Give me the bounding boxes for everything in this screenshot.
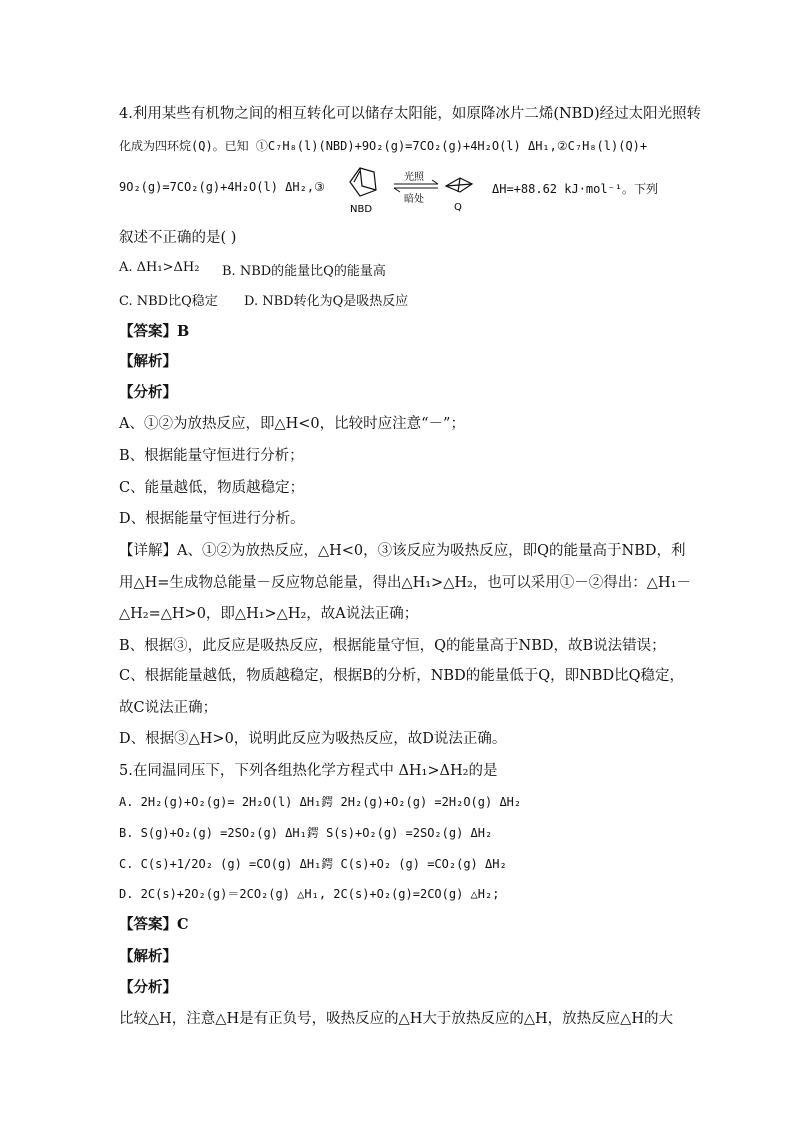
q4-answer: 【答案】B [119,323,190,340]
reverse-arrowhead [394,188,400,192]
q-structure-icon [446,178,472,192]
q5-option-d: D. 2C(s)+2O₂(g)＝2CO₂(g) △H₁, 2C(s)+O₂(g)=2CO(g) △H₂; [119,887,500,901]
q5-option-a: A. 2H₂(g)+O₂(g)= 2H₂O(l) ΔH₁鍔 2H₂(g)+O₂(g) =2H₂O(g) ΔH₂ [119,795,522,809]
arrow-top-label: 光照 [404,172,424,183]
q4-detail-line5: C、根据能量越低，物质越稳定，根据B的分析，NBD的能量低于Q，即NBD比Q稳定， [119,668,684,684]
arrow-bottom-label: 暗处 [404,194,424,205]
q4-detail-line7: D、根据③△H>0，说明此反应为吸热反应，故D说法正确。 [119,731,507,747]
forward-arrowhead [432,180,438,184]
q-label: Q [454,202,462,213]
q4-option-c: C. NBD比Q稳定 [119,294,218,309]
q4-detail-line6: 故C说法正确； [119,700,218,716]
q5-analysis-line: 比较△H，注意△H是有正负号，吸热反应的△H大于放热反应的△H，放热反应△H的大 [119,1011,673,1027]
q4-option-a: A. ΔH₁>ΔH₂ [119,260,200,275]
q4-analysis-a: A、①②为放热反应，即△H<0，比较时应注意“－”； [119,416,465,432]
nbd-label: NBD [350,204,373,215]
nbd-to-q-reaction-diagram [342,160,492,216]
q4-stem-line4: 叙述不正确的是( ) [119,230,237,246]
q4-detail-line1: 【详解】A、①②为放热反应，△H<0，③该反应为吸热反应，即Q的能量高于NBD，利 [119,543,686,559]
q4-option-d: D. NBD转化为Q是吸热反应 [244,294,409,309]
q4-stem-line1: 4.利用某些有机物之间的相互转化可以储存太阳能，如原降冰片二烯(NBD)经过太阳光照转 [119,106,702,122]
q5-stem: 5.在同温同压下，下列各组热化学方程式中 ΔH₁>ΔH₂的是 [119,763,498,779]
q5-answer: 【答案】C [119,916,189,933]
q4-stem-line3-dh: ΔH=+88.62 kJ·mol⁻¹。下列 [492,182,659,196]
q4-analysis-d: D、根据能量守恒进行分析。 [119,511,305,527]
q4-fenxi-heading: 【分析】 [119,384,177,401]
nbd-structure-icon [350,168,376,196]
q5-option-b: B. S(g)+O₂(g) =2SO₂(g) ΔH₁鍔 S(s)+O₂(g) =2SO₂(g) ΔH₂ [119,826,493,840]
q4-analysis-c: C、能量越低，物质越稳定； [119,480,305,496]
q4-detail-line3: △H₂=△H>0，即△H₁>△H₂，故A说法正确； [119,606,419,622]
q4-option-b: B. NBD的能量比Q的能量高 [222,264,386,279]
q5-jiexi-heading: 【解析】 [119,948,177,965]
q4-jiexi-heading: 【解析】 [119,353,177,370]
reaction-scheme-svg [342,160,492,216]
q4-stem-line3-eq: 9O₂(g)=7CO₂(g)+4H₂O(l) ΔH₂,③ [119,180,325,194]
q4-detail-line2: 用△H=生成物总能量－反应物总能量，得出△H₁>△H₂，也可以采用①－②得出：△H₁－ [119,575,691,591]
q5-option-c: C. C(s)+1/2O₂ (g) =CO(g) ΔH₁鍔 C(s)+O₂ (g) =CO₂(g) ΔH₂ [119,857,507,871]
q4-stem-line2: 化成为四环烷(Q)。已知 ①C₇H₈(l)(NBD)+9O₂(g)=7CO₂(g)+4H₂O(l) ΔH₁,②C₇H₈(l)(Q)+ [119,139,648,153]
q5-fenxi-heading: 【分析】 [119,979,177,996]
q4-detail-line4: B、根据③，此反应是吸热反应，根据能量守恒，Q的能量高于NBD，故B说法错误； [119,638,666,654]
q4-analysis-b: B、根据能量守恒进行分析； [119,448,304,464]
